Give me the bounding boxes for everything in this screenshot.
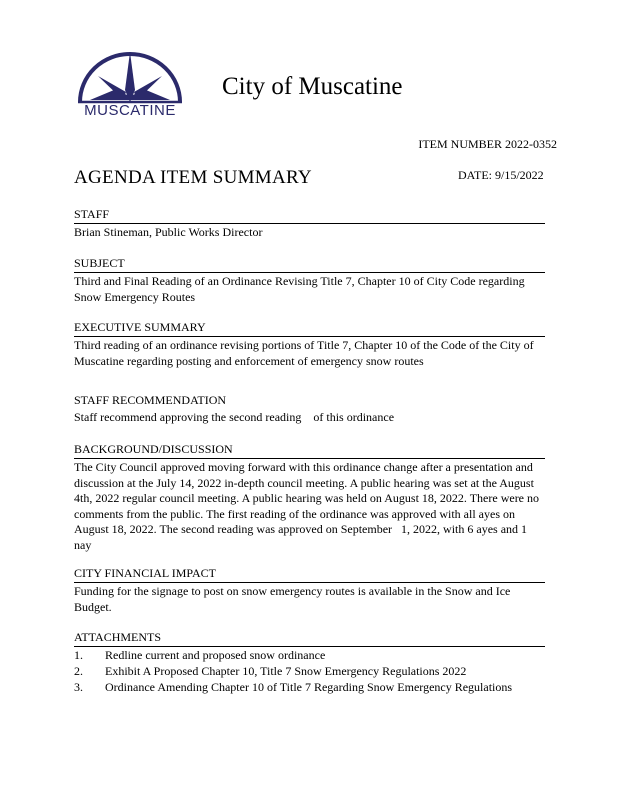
section-heading: STAFF [74,207,545,224]
section-attachments [74,630,545,695]
section-subject [74,256,545,305]
attachment-item[interactable] [74,663,545,679]
attachment-item[interactable] [74,647,545,663]
section-body: Third reading of an ordinance revising portions of Title 7, Chapter 10 of the Code of the City of Muscatine regarding posting and enforcement of emergency snow routes [74,338,534,368]
section-heading: BACKGROUND/DISCUSSION [74,442,545,459]
section-body: Third and Final Reading of an Ordinance Revising Title 7, Chapter 10 of City Code regarding Snow Emergency Routes [74,274,525,304]
item-number: ITEM NUMBER 2022-0352 [418,137,557,151]
section-body: Staff recommend approving the second reading of this ordinance [74,410,395,424]
attachment-number: 3. [74,680,83,694]
section-heading: SUBJECT [74,256,545,273]
section-body: Funding for the signage to post on snow emergency routes is available in the Snow and Ice Budget. [74,584,511,614]
page-title: AGENDA ITEM SUMMARY [74,167,312,188]
attachment-number: 1. [74,648,83,662]
city-title: City of Muscatine [222,73,403,100]
attachment-label[interactable]: Redline current and proposed snow ordinance [105,648,326,662]
section-body: The City Council approved moving forward with this ordinance change after a presentation and discussion at the July 14, 2022 in-depth council meeting. A public hearing was set at the August 4th, 2022 regular council meeting. A public hearing was held on August 18, 2022. There were no comments from the public. The first reading of the ordinance was approved with all ayes on August 18, 2022. The second reading was approved on September 1, 2022, with 6 ayes and 1 nay [74,460,543,552]
section-heading: CITY FINANCIAL IMPACT [74,566,545,583]
section-financial-impact [74,566,545,615]
section-heading: ATTACHMENTS [74,630,545,647]
attachment-label[interactable]: Exhibit A Proposed Chapter 10, Title 7 Snow Emergency Regulations 2022 [105,664,467,678]
compass-logo-icon [76,52,184,104]
date: DATE: 9/15/2022 [458,168,544,182]
section-staff-recommendation [74,393,545,426]
logo-text: MUSCATINE [84,102,176,119]
section-heading: STAFF RECOMMENDATION [74,393,227,407]
section-executive-summary [74,320,545,369]
attachment-label[interactable]: Ordinance Amending Chapter 10 of Title 7 Regarding Snow Emergency Regulations [105,680,513,694]
attachment-number: 2. [74,664,83,678]
section-heading: EXECUTIVE SUMMARY [74,320,545,337]
section-staff [74,207,545,241]
attachment-item[interactable] [74,679,545,695]
section-background [74,442,545,553]
city-logo [76,52,184,122]
attachments-list [74,647,545,695]
section-body: Brian Stineman, Public Works Director [74,225,263,239]
